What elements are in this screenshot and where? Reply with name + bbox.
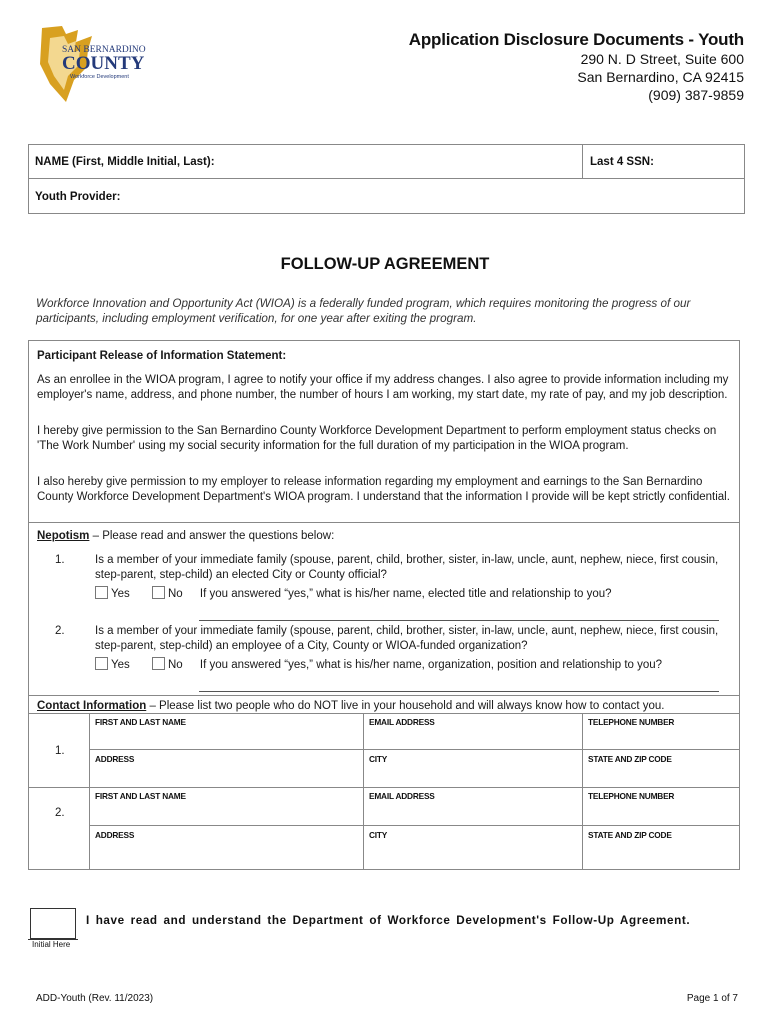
logo-line2: COUNTY — [62, 53, 145, 74]
c2-phone-field[interactable]: TELEPHONE NUMBER — [588, 791, 675, 801]
c1-phone-field[interactable]: TELEPHONE NUMBER — [588, 717, 675, 727]
initial-here-label: Initial Here — [32, 940, 71, 949]
county-logo — [36, 24, 148, 106]
question-2-number: 2. — [55, 625, 65, 637]
question-1-answers — [95, 586, 612, 602]
identification-box — [28, 144, 745, 214]
q1-no-label: No — [167, 588, 183, 600]
contact-1-number: 1. — [55, 745, 65, 757]
logo-line3: Workforce Development — [70, 74, 129, 80]
c2-city-field[interactable]: CITY — [369, 830, 388, 840]
logo-line1: SAN BERNARDINO — [62, 45, 146, 55]
acknowledgement-text: I have read and understand the Department of Workforce Development's Follow-Up Agreement. — [86, 914, 691, 927]
agreement-box — [28, 340, 740, 870]
c1-address-field[interactable]: ADDRESS — [95, 754, 135, 764]
contact-heading — [37, 699, 664, 714]
page-number: Page 1 of 7 — [686, 993, 738, 1004]
name-field-label[interactable]: NAME (First, Middle Initial, Last): — [35, 156, 215, 168]
question-1-number: 1. — [55, 554, 65, 566]
nepotism-label: Nepotism — [37, 530, 90, 542]
q1-no-checkbox[interactable] — [152, 586, 165, 599]
q1-yes-checkbox[interactable] — [95, 586, 108, 599]
release-heading: Participant Release of Information Statement: — [37, 350, 287, 362]
q2-yes-checkbox[interactable] — [95, 657, 108, 670]
c2-email-field[interactable]: EMAIL ADDRESS — [369, 791, 435, 801]
contact-2-number: 2. — [55, 807, 65, 819]
document-title: Application Disclosure Documents - Youth — [408, 30, 744, 49]
youth-provider-label[interactable]: Youth Provider: — [35, 191, 121, 203]
release-paragraph-1: As an enrollee in the WIOA program, I agree to notify your office if my address changes. I also agree to provide information including my employer's name, address, and phone number, the number of hours I am working, my start date, my rate of pay, and my job description. — [37, 374, 729, 401]
header — [409, 30, 744, 104]
initial-box[interactable] — [30, 908, 76, 939]
release-paragraph-2: I hereby give permission to the San Bernardino County Workforce Development Department to perform employment status checks on 'The Work Number' using my social security information for the full duration of my participation in the WIOA program. — [37, 425, 717, 452]
q1-answer-line[interactable] — [199, 620, 719, 621]
c2-name-field[interactable]: FIRST AND LAST NAME — [95, 791, 186, 801]
form-title: FOLLOW-UP AGREEMENT — [280, 255, 490, 273]
q2-followup: If you answered “yes,” what is his/her name, organization, position and relationship to you? — [199, 659, 663, 671]
question-2-text: Is a member of your immediate family (spouse, parent, child, brother, sister, in-law, uncle, aunt, nephew, niece, first cousin, step-parent, step-child) an employee of a City, County or WIOA-funded organization? — [95, 625, 719, 652]
nepotism-instruction: – Please read and answer the questions below: — [89, 530, 335, 542]
c1-email-field[interactable]: EMAIL ADDRESS — [369, 717, 435, 727]
intro-text: Workforce Innovation and Opportunity Act (WIOA) is a federally funded program, which requires monitoring the progress of our participants, including employment verification, for one year after exiting the program. — [36, 297, 691, 325]
c1-name-field[interactable]: FIRST AND LAST NAME — [95, 717, 186, 727]
c1-state-zip-field[interactable]: STATE AND ZIP CODE — [588, 754, 672, 764]
c2-state-zip-field[interactable]: STATE AND ZIP CODE — [588, 830, 672, 840]
c2-address-field[interactable]: ADDRESS — [95, 830, 135, 840]
form-revision: ADD-Youth (Rev. 11/2023) — [36, 993, 154, 1004]
phone-number: (909) 387-9859 — [648, 87, 744, 103]
q2-no-checkbox[interactable] — [152, 657, 165, 670]
ssn-field-label[interactable]: Last 4 SSN: — [590, 156, 654, 168]
nepotism-heading — [37, 529, 334, 544]
q2-answer-line[interactable] — [199, 691, 719, 692]
q1-yes-label: Yes — [111, 588, 130, 600]
c1-city-field[interactable]: CITY — [369, 754, 388, 764]
contact-instruction: – Please list two people who do NOT live in your household and will always know how to contact you. — [146, 700, 665, 712]
q2-yes-label: Yes — [111, 659, 130, 671]
question-1-text: Is a member of your immediate family (spouse, parent, child, brother, sister, in-law, uncle, aunt, nephew, niece, first cousin, step-parent, step-child) an elected City or County official? — [95, 554, 719, 581]
q1-followup: If you answered “yes,” what is his/her name, elected title and relationship to you? — [199, 588, 612, 600]
release-paragraph-3: I also hereby give permission to my employer to release information regarding my employment and earnings to the San Bernardino County Workforce Development Department's WIOA program. I understand that the information I provide will be kept strictly confidential. — [37, 476, 730, 503]
address-line-2: San Bernardino, CA 92415 — [577, 69, 744, 85]
address-line-1: 290 N. D Street, Suite 600 — [580, 51, 744, 67]
question-2-answers — [95, 657, 662, 673]
contact-label: Contact Information — [37, 700, 147, 712]
q2-no-label: No — [167, 659, 183, 671]
